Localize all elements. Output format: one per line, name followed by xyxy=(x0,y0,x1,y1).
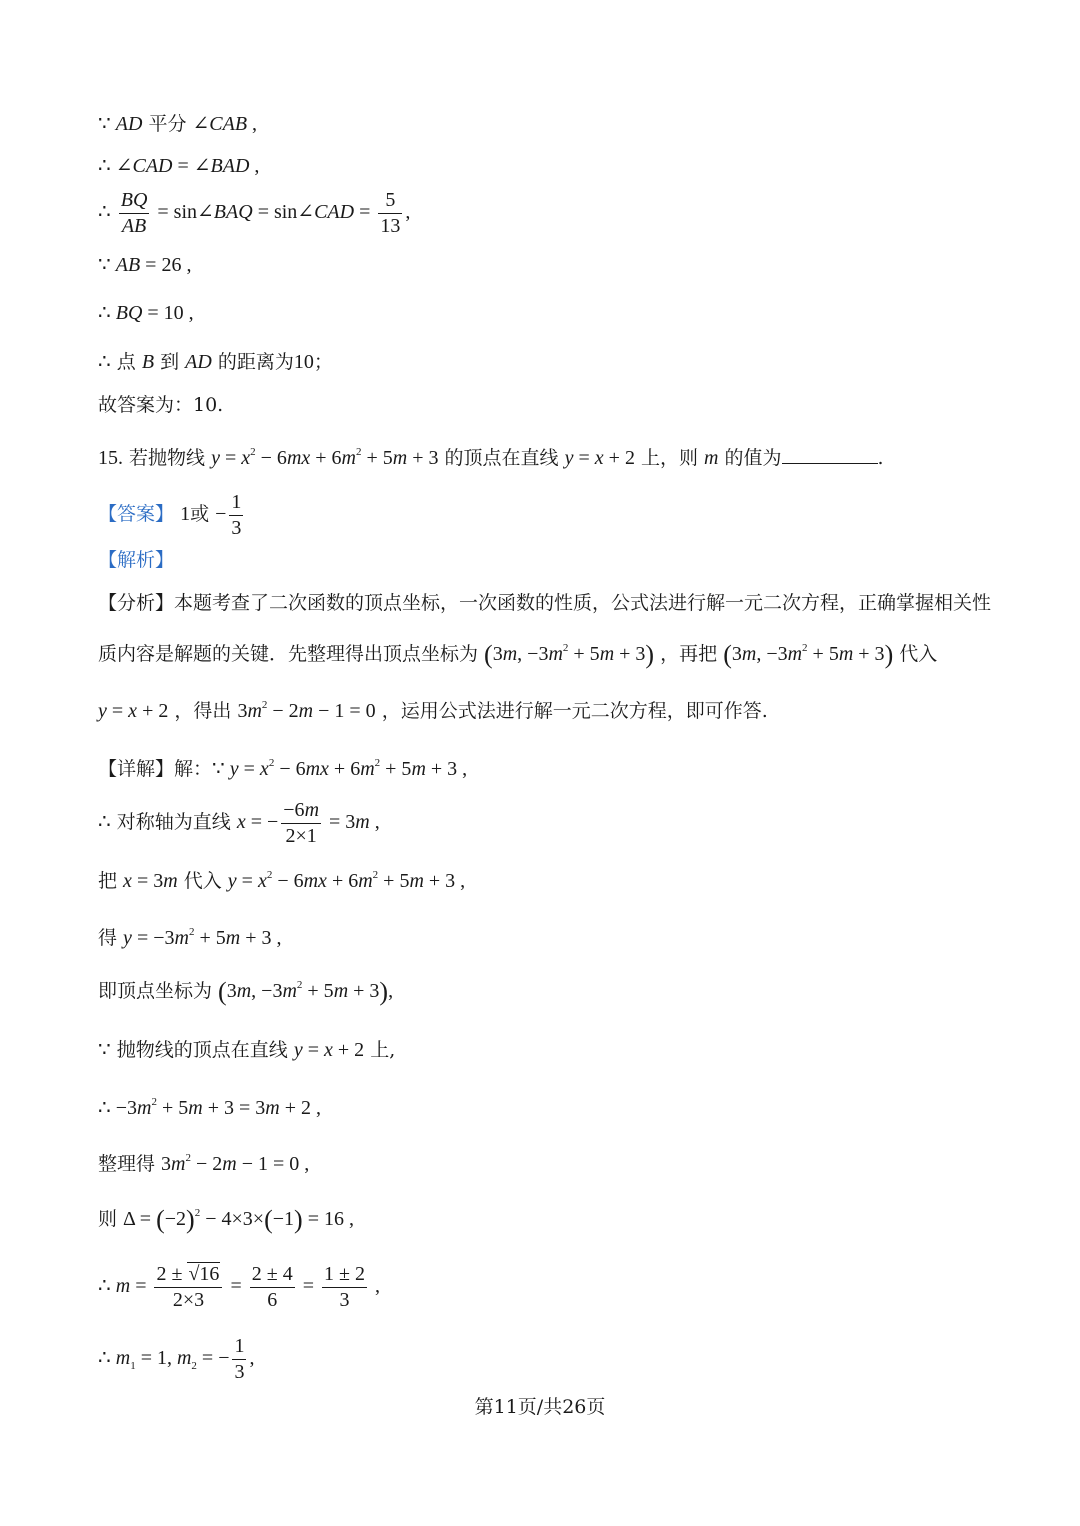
step-sine-ratio: ∴ $\frac{BQ}{AB}$ = sin∠BAQ = sin∠CAD = $\frac{5}{13}$ , xyxy=(98,189,411,237)
detail-step-7: ∴ $-3m^2 + 5m + 3 = 3m + 2$ , xyxy=(98,1096,321,1119)
analysis-label: 【解析】 xyxy=(98,549,175,571)
detail-step-2: ∴ 对称轴为直线 x = − $\frac{-6m}{2\times 1}$ = 3m , xyxy=(98,799,380,847)
analysis-summary-3: y = x + 2 ，得出 $3m^2 - 2m - 1 = 0$ ，运用公式法进行解一元二次方程，即可作答. xyxy=(98,699,768,722)
page-footer: 第11页/共26页 xyxy=(474,1396,606,1418)
detail-step-9: 则 $\Delta = (-2)^2 - 4\times 3\times(-1) = 16$ , xyxy=(98,1205,354,1234)
detail-step-3: 把 x = 3m 代入 $y = x^2 - 6mx + 6m^2 + 5m + 3$ , xyxy=(98,869,466,892)
step-bq-value: ∴ BQ = 10 , xyxy=(98,302,194,324)
answer-row: 【答案】 1或 − $\frac{1}{3}$ xyxy=(98,491,242,539)
answer-label: 【答案】 xyxy=(98,503,175,526)
detail-step-10: ∴ m = $\frac{2 \pm √16}{2\times 3}$ = $\frac{2 \pm 4}{6}$ = $\frac{1 \pm 2}{3}$ , xyxy=(98,1263,380,1311)
analysis-summary-2: 质内容是解题的关键．先整理得出顶点坐标为 (3m, $-3m^2 + 5m + 3$) ，再把 (3m, $-3m^2 + 5m + 3$) 代入 xyxy=(98,640,938,669)
question-15: 15. 若抛物线 $y = x^2 - 6mx + 6m^2 + 5m + 3$ 的顶点在直线 y = x + 2 上，则 m 的值为 . xyxy=(98,446,884,469)
detail-step-11: ∴ $m_1 = 1$, $m_2$ = − $\frac{1}{3}$ , xyxy=(98,1335,255,1383)
detail-step-5: 即顶点坐标为 (3m, $-3m^2 + 5m + 3$), xyxy=(98,977,394,1006)
detail-step-4: 得 $y = -3m^2 + 5m + 3$ , xyxy=(98,926,282,949)
analysis-summary-1: 【分析】本题考查了二次函数的顶点坐标，一次函数的性质，公式法进行解一元二次方程，正确掌握相关性 xyxy=(98,592,992,614)
detail-step-6: ∵ 抛物线的顶点在直线 y = x + 2 上, xyxy=(98,1039,396,1061)
detail-step-8: 整理得 $3m^2 - 2m - 1 = 0$ , xyxy=(98,1152,310,1175)
final-answer-14: 故答案为：10. xyxy=(98,394,224,416)
step-ad-bisects: ∵ AD 平分 ∠CAB , xyxy=(98,113,258,135)
step-ab-value: ∵ AB = 26 , xyxy=(98,254,192,276)
step-distance-conclusion: ∴ 点 B 到 AD 的距离为10； xyxy=(98,351,333,373)
step-angle-equal: ∴ ∠CAD = ∠BAD , xyxy=(98,155,260,177)
detail-step-1: 【详解】解：∵ $y = x^2 - 6mx + 6m^2 + 5m + 3$ , xyxy=(98,757,468,780)
answer-blank xyxy=(782,445,878,464)
